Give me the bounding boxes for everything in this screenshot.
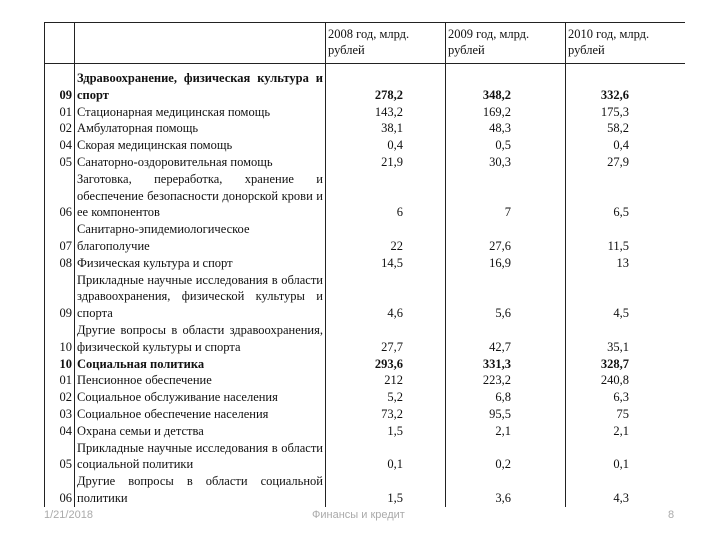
table-row bbox=[45, 406, 686, 423]
row-value-2010: 11,5 bbox=[566, 221, 686, 255]
row-name: Санитарно-эпидемиологическое благополучие bbox=[75, 221, 326, 255]
table-row bbox=[45, 356, 686, 373]
row-value-2008: 0,4 bbox=[326, 137, 446, 154]
table-row bbox=[45, 154, 686, 171]
row-code: 02 bbox=[45, 120, 75, 137]
row-code: 03 bbox=[45, 406, 75, 423]
row-value-2009: 6,8 bbox=[446, 389, 566, 406]
row-code: 09 bbox=[45, 64, 75, 104]
table-row bbox=[45, 389, 686, 406]
row-value-2009: 0,5 bbox=[446, 137, 566, 154]
row-value-2008: 27,7 bbox=[326, 322, 446, 356]
row-name: Социальная политика bbox=[75, 356, 326, 373]
row-name: Социальное обеспечение населения bbox=[75, 406, 326, 423]
row-value-2010: 0,4 bbox=[566, 137, 686, 154]
row-name: Заготовка, переработка, хранение и обеспечение безопасности донорской крови и ее компонентов bbox=[75, 171, 326, 221]
table-row bbox=[45, 64, 686, 104]
row-value-2009: 348,2 bbox=[446, 64, 566, 104]
table-row bbox=[45, 322, 686, 356]
budget-table-sheet bbox=[44, 22, 685, 516]
row-value-2009: 331,3 bbox=[446, 356, 566, 373]
row-code: 06 bbox=[45, 473, 75, 507]
row-value-2008: 143,2 bbox=[326, 104, 446, 121]
footer-page-number: 8 bbox=[668, 509, 675, 521]
row-code: 10 bbox=[45, 356, 75, 373]
row-value-2009: 223,2 bbox=[446, 372, 566, 389]
row-code: 05 bbox=[45, 154, 75, 171]
table-row bbox=[45, 120, 686, 137]
row-value-2010: 4,5 bbox=[566, 272, 686, 322]
row-value-2009: 0,2 bbox=[446, 440, 566, 474]
row-value-2009: 95,5 bbox=[446, 406, 566, 423]
row-code: 01 bbox=[45, 104, 75, 121]
table-row bbox=[45, 272, 686, 322]
row-value-2010: 0,1 bbox=[566, 440, 686, 474]
table-row bbox=[45, 104, 686, 121]
row-code: 02 bbox=[45, 389, 75, 406]
row-code: 05 bbox=[45, 440, 75, 474]
row-value-2010: 6,5 bbox=[566, 171, 686, 221]
row-value-2009: 27,6 bbox=[446, 221, 566, 255]
row-value-2009: 7 bbox=[446, 171, 566, 221]
row-value-2008: 6 bbox=[326, 171, 446, 221]
row-name: Физическая культура и спорт bbox=[75, 255, 326, 272]
row-name: Скорая медицинская помощь bbox=[75, 137, 326, 154]
row-name: Другие вопросы в области социальной политики bbox=[75, 473, 326, 507]
row-value-2010: 4,3 bbox=[566, 473, 686, 507]
header-code-cell bbox=[45, 23, 75, 64]
row-value-2009: 16,9 bbox=[446, 255, 566, 272]
row-name: Амбулаторная помощь bbox=[75, 120, 326, 137]
header-2010: 2010 год, млрд. рублей bbox=[566, 23, 686, 64]
row-name: Здравоохранение, физическая культура и спорт bbox=[75, 64, 326, 104]
table-header-row bbox=[45, 23, 686, 64]
row-value-2008: 73,2 bbox=[326, 406, 446, 423]
table-row bbox=[45, 423, 686, 440]
table-row bbox=[45, 372, 686, 389]
row-value-2008: 278,2 bbox=[326, 64, 446, 104]
row-value-2008: 4,6 bbox=[326, 272, 446, 322]
table-row bbox=[45, 473, 686, 507]
budget-expenditure-table bbox=[44, 22, 685, 507]
footer-title: Финансы и кредит bbox=[312, 509, 405, 521]
row-name: Охрана семьи и детства bbox=[75, 423, 326, 440]
row-value-2008: 38,1 bbox=[326, 120, 446, 137]
row-value-2010: 27,9 bbox=[566, 154, 686, 171]
row-value-2010: 58,2 bbox=[566, 120, 686, 137]
row-value-2010: 175,3 bbox=[566, 104, 686, 121]
row-value-2008: 14,5 bbox=[326, 255, 446, 272]
row-code: 04 bbox=[45, 423, 75, 440]
row-value-2008: 212 bbox=[326, 372, 446, 389]
row-value-2009: 42,7 bbox=[446, 322, 566, 356]
row-value-2008: 21,9 bbox=[326, 154, 446, 171]
row-code: 06 bbox=[45, 171, 75, 221]
row-value-2009: 48,3 bbox=[446, 120, 566, 137]
row-name: Стационарная медицинская помощь bbox=[75, 104, 326, 121]
row-name: Пенсионное обеспечение bbox=[75, 372, 326, 389]
row-value-2010: 75 bbox=[566, 406, 686, 423]
row-code: 07 bbox=[45, 221, 75, 255]
row-value-2008: 293,6 bbox=[326, 356, 446, 373]
row-value-2010: 13 bbox=[566, 255, 686, 272]
row-name: Прикладные научные исследования в области социальной политики bbox=[75, 440, 326, 474]
table-body bbox=[45, 23, 686, 507]
row-value-2010: 332,6 bbox=[566, 64, 686, 104]
table-row bbox=[45, 440, 686, 474]
row-name: Другие вопросы в области здравоохранения, физической культуры и спорта bbox=[75, 322, 326, 356]
row-value-2010: 2,1 bbox=[566, 423, 686, 440]
row-name: Социальное обслуживание населения bbox=[75, 389, 326, 406]
row-value-2008: 22 bbox=[326, 221, 446, 255]
table-row bbox=[45, 171, 686, 221]
row-value-2008: 5,2 bbox=[326, 389, 446, 406]
header-2008: 2008 год, млрд. рублей bbox=[326, 23, 446, 64]
row-value-2009: 2,1 bbox=[446, 423, 566, 440]
footer-date: 1/21/2018 bbox=[44, 509, 93, 521]
row-code: 09 bbox=[45, 272, 75, 322]
table-row bbox=[45, 221, 686, 255]
row-value-2009: 5,6 bbox=[446, 272, 566, 322]
row-code: 04 bbox=[45, 137, 75, 154]
row-value-2008: 1,5 bbox=[326, 473, 446, 507]
row-value-2009: 3,6 bbox=[446, 473, 566, 507]
row-value-2008: 0,1 bbox=[326, 440, 446, 474]
row-value-2010: 6,3 bbox=[566, 389, 686, 406]
row-name: Прикладные научные исследования в области здравоохранения, физической культуры и спорта bbox=[75, 272, 326, 322]
table-row bbox=[45, 137, 686, 154]
header-name-cell bbox=[75, 23, 326, 64]
row-value-2008: 1,5 bbox=[326, 423, 446, 440]
row-value-2010: 240,8 bbox=[566, 372, 686, 389]
table-row bbox=[45, 255, 686, 272]
header-2009: 2009 год, млрд. рублей bbox=[446, 23, 566, 64]
row-value-2010: 35,1 bbox=[566, 322, 686, 356]
row-value-2010: 328,7 bbox=[566, 356, 686, 373]
row-name: Санаторно-оздоровительная помощь bbox=[75, 154, 326, 171]
row-code: 01 bbox=[45, 372, 75, 389]
row-code: 10 bbox=[45, 322, 75, 356]
row-value-2009: 30,3 bbox=[446, 154, 566, 171]
row-value-2009: 169,2 bbox=[446, 104, 566, 121]
row-code: 08 bbox=[45, 255, 75, 272]
